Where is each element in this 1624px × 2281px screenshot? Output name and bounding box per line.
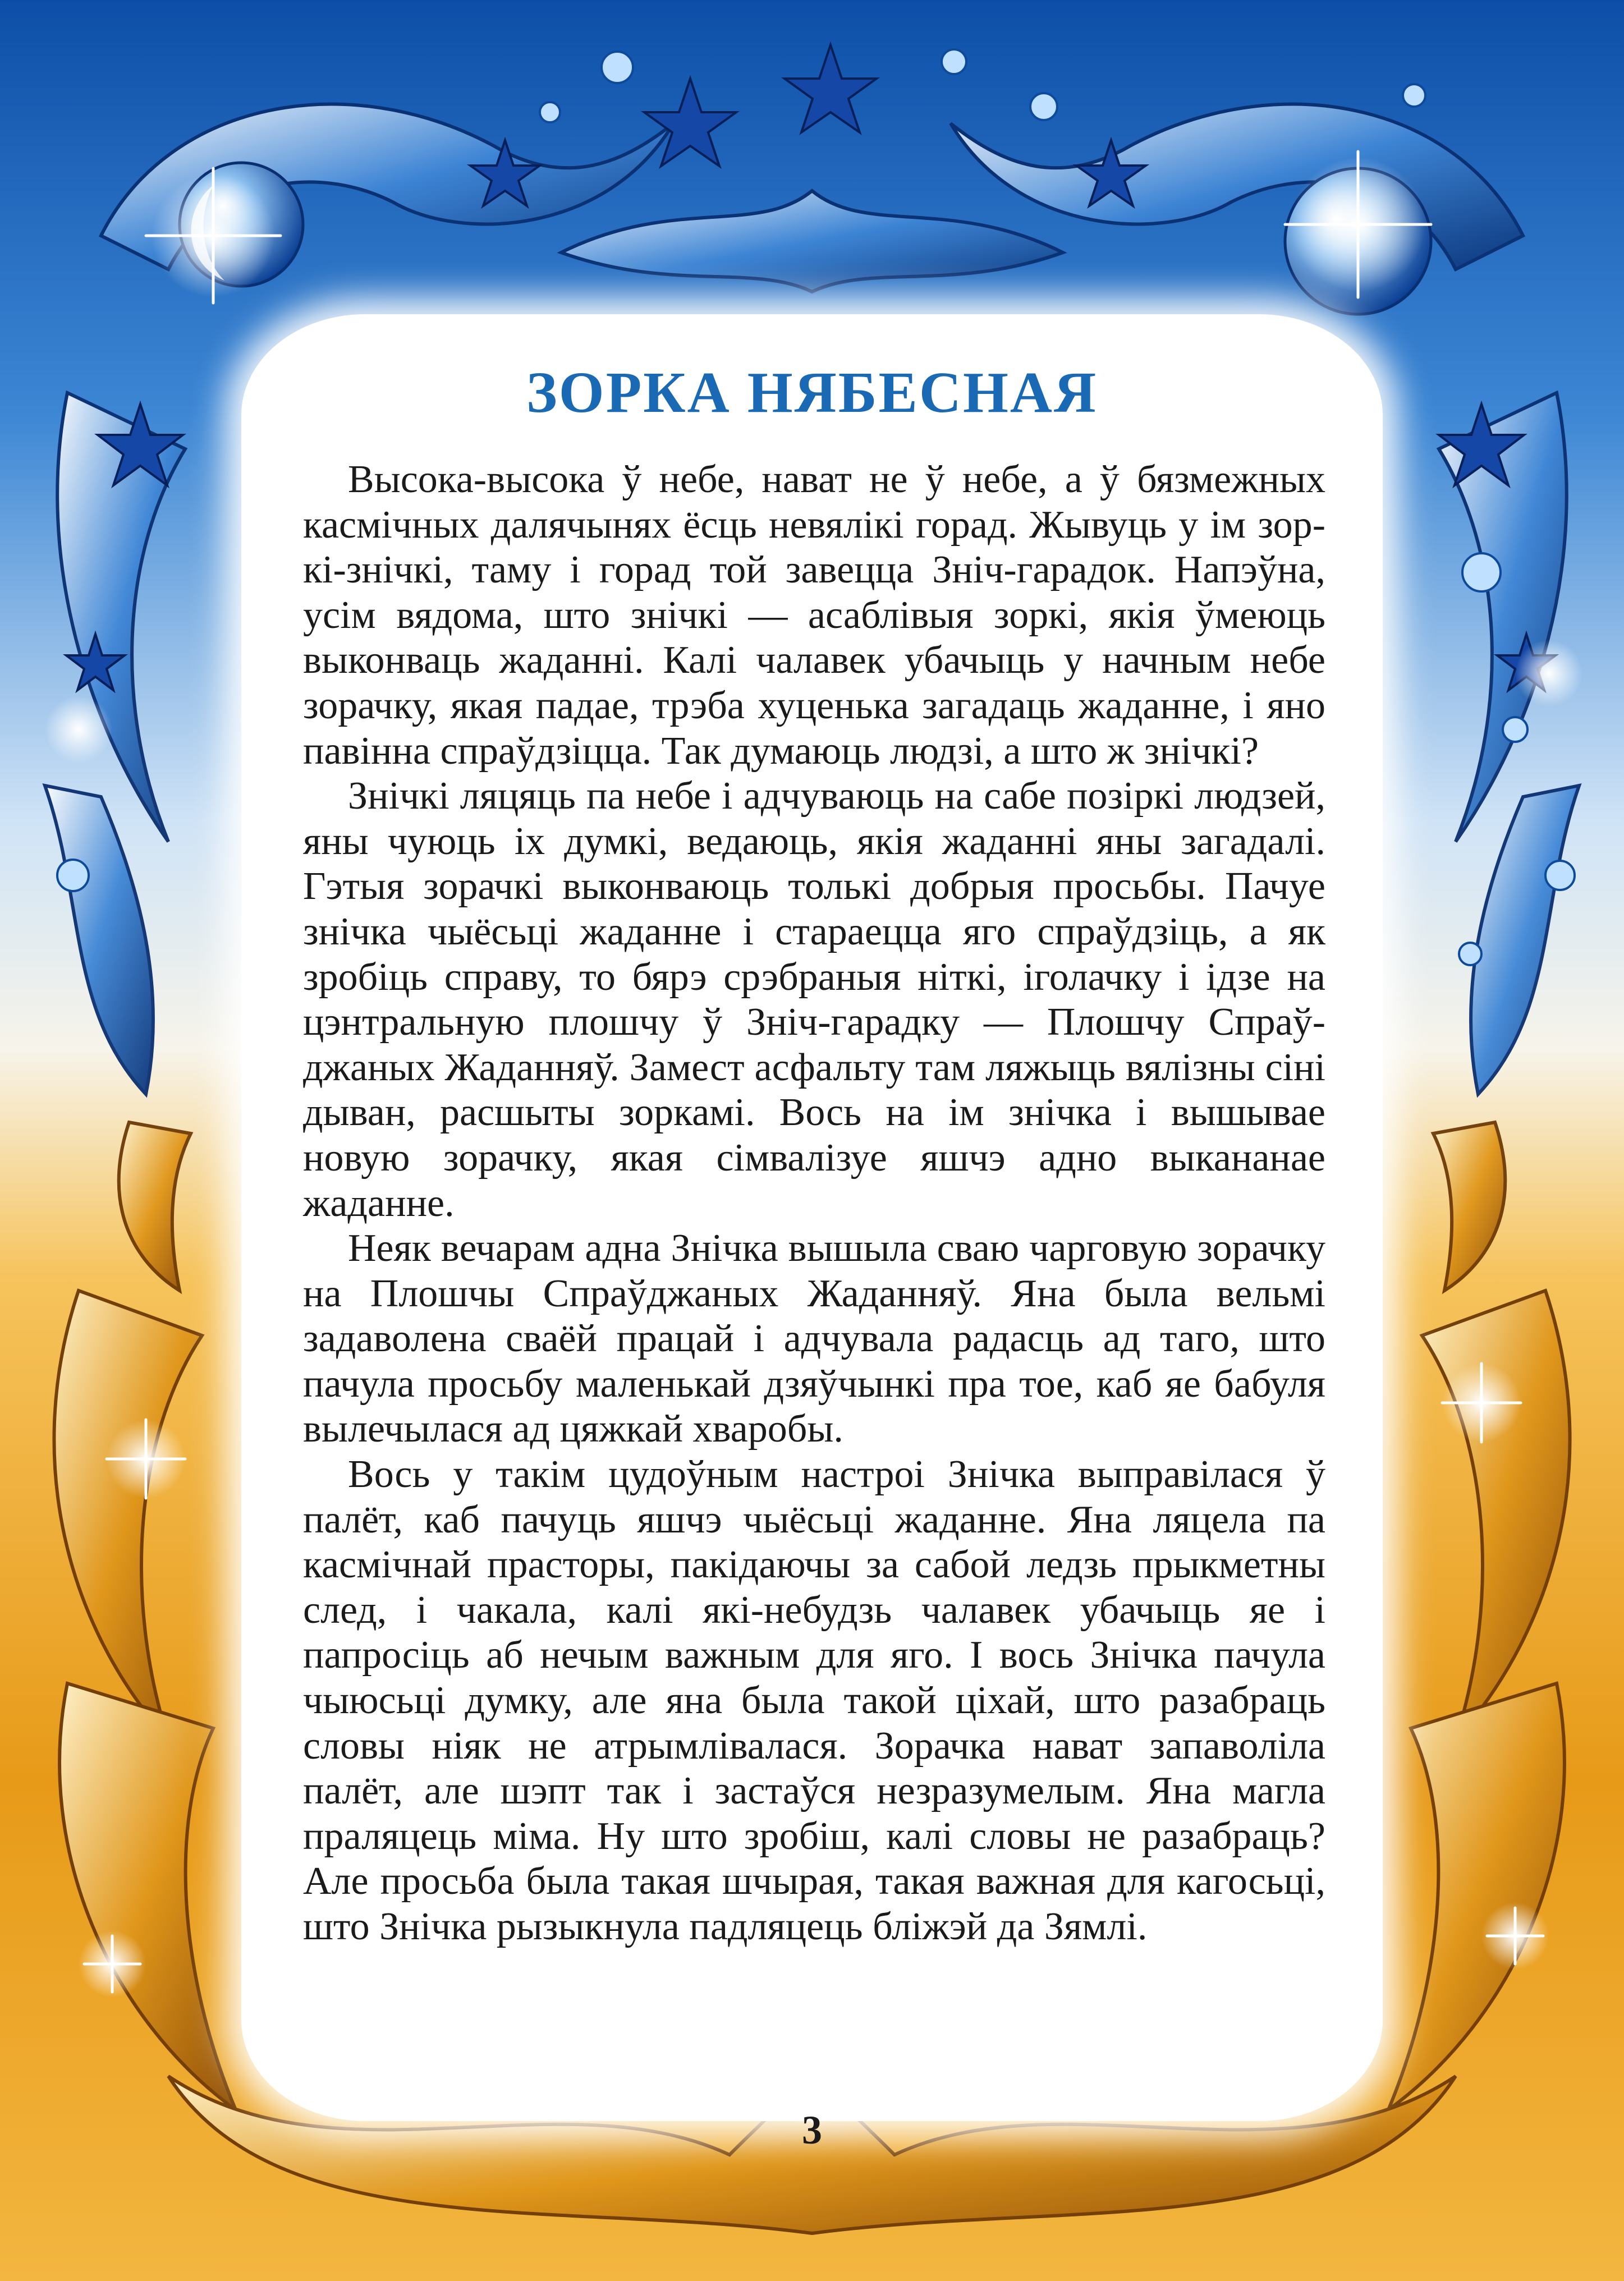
story-paragraph: Вось у такім цудоўным настроі Знічка выправілася ў палёт, каб пачуць яшчэ чыёсьці жаданне. Яна ляцела па касмічнай прасторы, пакідаючы за сабой ледзь прыкметны след, і чакала, калі які-небудзь чалавек убачыць яе і папросіць аб нечым важным для яго. І вось Знічка пачула чыюсьці думку, але яна была такой ціхай, што разабраць словы ніяк не атрымлівалася. Зорачка нават запаволіла палёт, але шэпт так і застаўся незразумелым. Яна магла праляцець міма. Ну што зробіш, калі словы не разабраць? Але просьба была такая шчырая, такая важная для кагосьці, што Знічка рызыкнула падляцець бліжэй да Зямлі.: [303, 1453, 1325, 1948]
story-title: ЗОРКА НЯБЕСНАЯ: [526, 360, 1098, 425]
story-paragraph: Знічкі ляцяць па небе і адчуваюць на сабе позіркі людзей, яны чуюць іх думкі, ведаюць, якія жаданні яны загадалі. Гэтыя зорачкі выконваюць толькі добрыя просьбы. Пачуе знічка чыёсьці жаданне і стараецца яго спраўдзіць, а як зробіць справу, то бярэ срэбраныя ніткі, іголачку і ідзе на цэнтральную плошчу ў Зніч-гарадку — Плошчу Спраўджаных Жаданняў. Замест асфальту там ляжыць вялізны сіні дыван, расшыты зоркамі. Вось на ім знічка і вышывае новую зорачку, якая сімвалізуе яшчэ адно выкананае жаданне.: [303, 774, 1325, 1225]
story-text: [303, 457, 1325, 1950]
page-number: 3: [802, 2108, 822, 2153]
story-paragraph: Неяк вечарам адна Знічка вышыла сваю чарговую зорачку на Плошчы Спраўджаных Жаданняў. Яна была вельмі задаволена сваёй працай і адчувала радасць ад таго, што пачула просьбу маленькай дзяўчынкі пра тое, каб яе бабуля вылечылася ад цяжкай хваробы.: [303, 1227, 1325, 1451]
story-paragraph: Высока-высока ў небе, нават не ў небе, а ў бязмежных касмічных далячынях ёсць невялікі горад. Жывуць у ім зоркі-знічкі, таму і горад той завецца Зніч-гарадок. Напэўна, усім вядома, што знічкі — асаблівыя зоркі, якія ўмеюць выконваць жаданні. Калі чалавек убачыць у начным небе зорачку, якая падае, трэба хуценька загадаць жаданне, і яно павінна спраўдзіцца. Так думаюць людзі, а што ж знічкі?: [303, 458, 1325, 773]
